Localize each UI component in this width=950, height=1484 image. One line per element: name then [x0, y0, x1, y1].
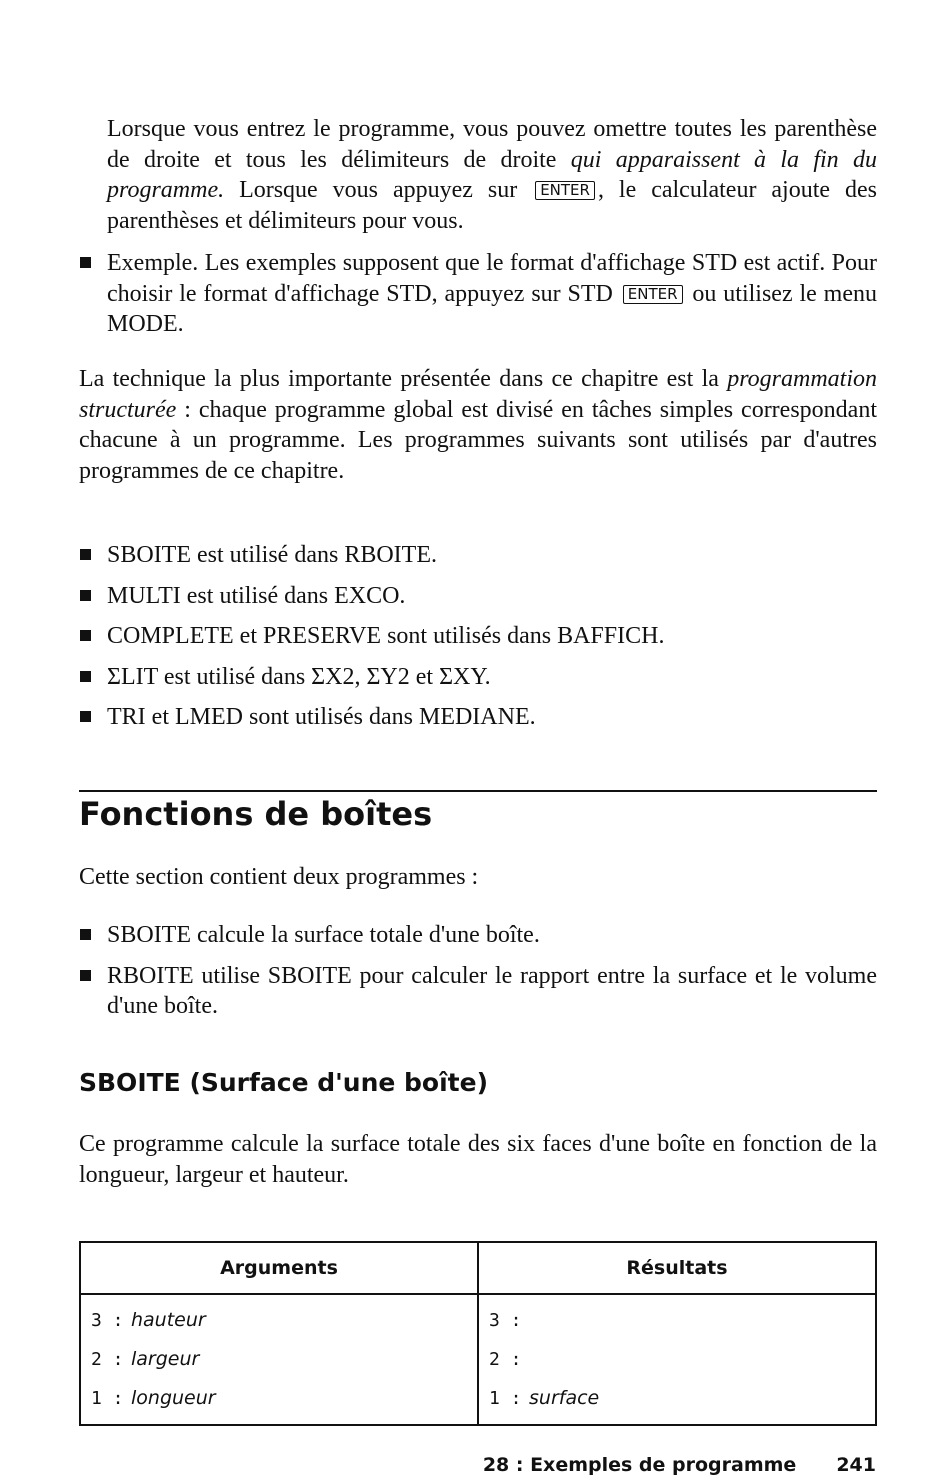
enter-key-label: ENTER	[535, 181, 595, 200]
structured-programming-paragraph: La technique la plus importante présentée dans ce chapitre est la programmation structurée : chaque programme global est divisé en tâches simples correspondant chacune à un programme. Les programmes suivants sont utilisés par d'autres programmes de ce chapitre.	[79, 366, 877, 484]
footer-chapter: 28 : Exemples de programme	[482, 1454, 797, 1476]
stack-level-row	[489, 1301, 865, 1340]
subsection-title: SBOITE (Surface d'une boîte)	[79, 1068, 489, 1097]
stack-level: 3 :	[489, 1310, 522, 1331]
example-list	[79, 248, 877, 340]
stack-value: hauteur	[131, 1309, 206, 1331]
list-item: ΣLIT est utilisé dans ΣX2, ΣY2 et ΣXY.	[79, 662, 877, 693]
stack-level: 1 :	[91, 1388, 124, 1409]
section-title: Fonctions de boîtes	[79, 795, 433, 833]
bullet-square-icon	[80, 257, 91, 268]
stack-value: surface	[529, 1387, 600, 1409]
stack-level: 1 :	[489, 1388, 522, 1409]
results-header: Résultats	[478, 1242, 876, 1294]
results-cell	[478, 1294, 876, 1425]
stack-table	[79, 1241, 877, 1426]
enter-key-label: ENTER	[623, 285, 683, 304]
bullet-square-icon	[80, 590, 91, 601]
table-header-row	[80, 1242, 876, 1294]
list-item: RBOITE utilise SBOITE pour calculer le rapport entre la surface et le volume d'une boîte.	[79, 961, 877, 1022]
section-divider	[79, 790, 877, 792]
list-item: MULTI est utilisé dans EXCO.	[79, 581, 877, 612]
stack-level-row	[91, 1379, 467, 1418]
stack-level-row	[489, 1340, 865, 1379]
structured-programming-italic: programmation structurée	[79, 366, 877, 423]
arguments-header: Arguments	[80, 1242, 478, 1294]
stack-level-row	[91, 1301, 467, 1340]
usage-list	[79, 540, 877, 733]
bullet-square-icon	[80, 929, 91, 940]
list-item: TRI et LMED sont utilisés dans MEDIANE.	[79, 702, 877, 733]
section-program-list	[79, 920, 877, 1022]
list-item: COMPLETE et PRESERVE sont utilisés dans BAFFICH.	[79, 621, 877, 652]
arguments-cell	[80, 1294, 478, 1425]
bullet-square-icon	[80, 549, 91, 560]
example-bullet: Exemple. Les exemples supposent que le format d'affichage STD est actif. Pour choisir le format d'affichage STD, appuyez sur STD ENTER ou utilisez le menu MODE.	[79, 248, 877, 340]
list-item: SBOITE est utilisé dans RBOITE.	[79, 540, 877, 571]
page-footer	[0, 1454, 876, 1476]
bullet-square-icon	[80, 970, 91, 981]
stack-level: 2 :	[489, 1349, 522, 1370]
page-number: 241	[836, 1454, 876, 1476]
bullet-square-icon	[80, 630, 91, 641]
stack-level-row	[489, 1379, 865, 1418]
bullet-square-icon	[80, 671, 91, 682]
bullet-square-icon	[80, 711, 91, 722]
stack-level-row	[91, 1340, 467, 1379]
table-row	[80, 1294, 876, 1425]
stack-level: 2 :	[91, 1349, 124, 1370]
stack-value: largeur	[131, 1348, 200, 1370]
subsection-intro: Ce programme calcule la surface totale des six faces d'une boîte en fonction de la longueur, largeur et hauteur.	[79, 1131, 877, 1188]
intro-paragraph: Lorsque vous entrez le programme, vous pouvez omettre toutes les parenthèse de droite et tous les délimiteurs de droite qui apparaissent à la fin du programme. Lorsque vous appuyez sur ENTER , le calculateur ajoute des parenthèses et délimiteurs pour vous.	[107, 116, 877, 234]
stack-level: 3 :	[91, 1310, 124, 1331]
section-intro: Cette section contient deux programmes :	[79, 864, 479, 890]
stack-value: longueur	[131, 1387, 216, 1409]
list-item: SBOITE calcule la surface totale d'une boîte.	[79, 920, 877, 951]
intro-italic: qui apparaissent à la fin du programme.	[107, 146, 877, 203]
